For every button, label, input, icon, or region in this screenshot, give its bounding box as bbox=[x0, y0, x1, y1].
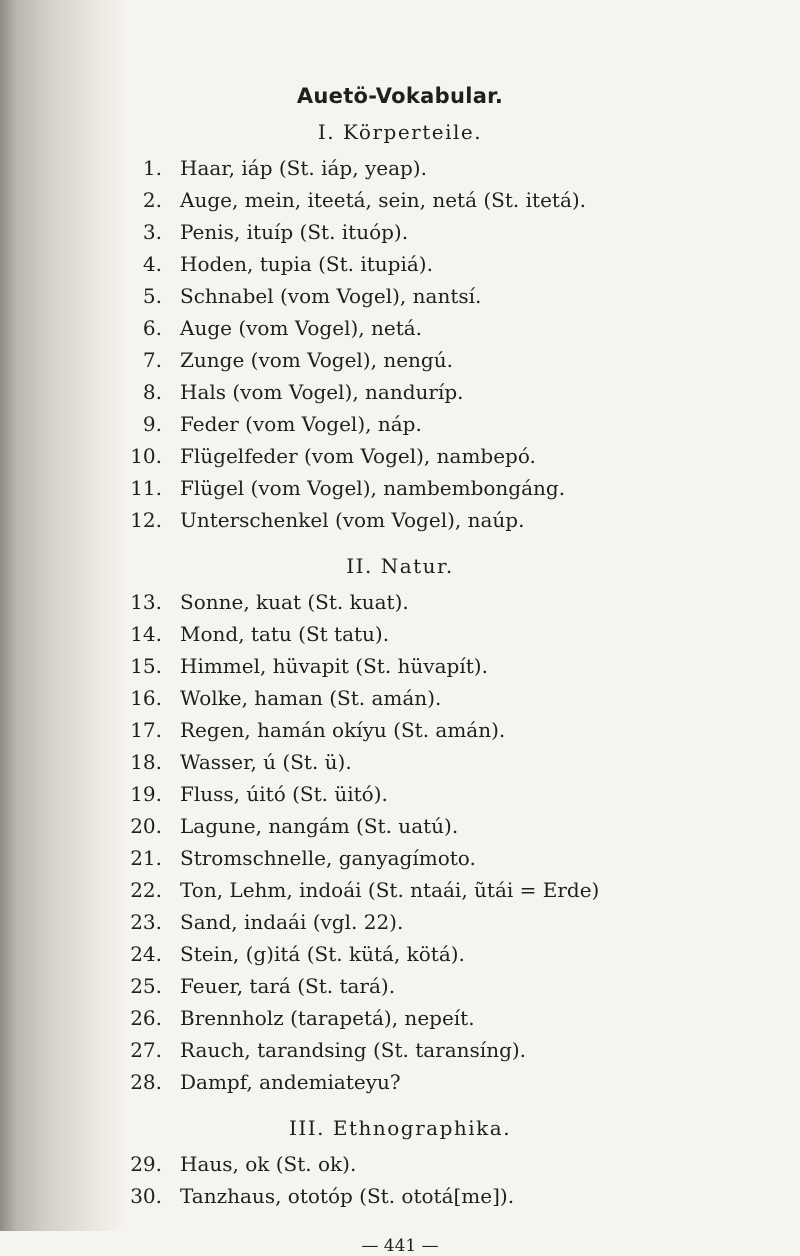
entry-number: 19. bbox=[130, 782, 162, 806]
entry-number: 15. bbox=[130, 654, 162, 678]
entry-text: Stein, (g)itá (St. kütá, kötá). bbox=[180, 942, 465, 966]
entry-text: Zunge (vom Vogel), nengú. bbox=[180, 348, 453, 372]
section-heading-koerperteile: I. Körperteile. bbox=[317, 120, 483, 144]
entry-number: 22. bbox=[130, 878, 162, 902]
entry-text: Ton, Lehm, indoái (St. ntaái, ũtái = Erde) bbox=[180, 878, 600, 902]
entry-text: Rauch, tarandsing (St. taransíng). bbox=[180, 1038, 527, 1062]
entry-text: Auge (vom Vogel), netá. bbox=[180, 316, 423, 340]
entry-text: Auge, mein, iteetá, sein, netá (St. itetá). bbox=[180, 188, 587, 212]
entry-text: Mond, tatu (St tatu). bbox=[180, 622, 390, 646]
entry-text: Dampf, andemiateyu? bbox=[180, 1070, 401, 1094]
entry-number: 25. bbox=[130, 974, 162, 998]
entry-number: 23. bbox=[130, 910, 162, 934]
entry-text: Flügel (vom Vogel), nambembongáng. bbox=[180, 476, 566, 500]
entry-number: 7. bbox=[142, 348, 162, 372]
entry-number: 18. bbox=[130, 750, 162, 774]
entry-number: 9. bbox=[142, 412, 162, 436]
entry-text: Tanzhaus, ototóp (St. ototá[me]). bbox=[180, 1184, 515, 1208]
entry-text: Hoden, tupia (St. itupiá). bbox=[180, 252, 433, 276]
entry-text: Lagune, nangám (St. uatú). bbox=[180, 814, 459, 838]
entry-text: Schnabel (vom Vogel), nantsí. bbox=[180, 284, 482, 308]
section-heading-ethnographika: III. Ethnographika. bbox=[288, 1116, 512, 1140]
entry-text: Penis, ituíp (St. ituóp). bbox=[180, 220, 409, 244]
entry-text: Regen, hamán okíyu (St. amán). bbox=[180, 718, 506, 742]
entry-text: Sonne, kuat (St. kuat). bbox=[180, 590, 409, 614]
entry-number: 28. bbox=[130, 1070, 162, 1094]
entry-text: Haar, iáp (St. iáp, yeap). bbox=[180, 156, 427, 180]
entry-number: 27. bbox=[130, 1038, 162, 1062]
entry-number: 3. bbox=[142, 220, 162, 244]
entry-text: Hals (vom Vogel), nanduríp. bbox=[180, 380, 464, 404]
entry-number: 21. bbox=[130, 846, 162, 870]
entry-number: 5. bbox=[142, 284, 162, 308]
entry-number: 10. bbox=[130, 444, 162, 468]
entry-number: 16. bbox=[130, 686, 162, 710]
entry-number: 24. bbox=[130, 942, 162, 966]
entry-number: 20. bbox=[130, 814, 162, 838]
entry-text: Wolke, haman (St. amán). bbox=[180, 686, 442, 710]
entry-text: Unterschenkel (vom Vogel), naúp. bbox=[180, 508, 525, 532]
entry-text: Feuer, tará (St. tará). bbox=[180, 974, 396, 998]
entry-number: 2. bbox=[142, 188, 162, 212]
entry-text: Flügelfeder (vom Vogel), nambepó. bbox=[180, 444, 536, 468]
entry-text: Fluss, úitó (St. üitó). bbox=[180, 782, 388, 806]
entry-text: Haus, ok (St. ok). bbox=[180, 1152, 357, 1176]
entry-number: 30. bbox=[130, 1184, 162, 1208]
page-title: Auetö-Vokabular. bbox=[296, 84, 504, 108]
entry-number: 11. bbox=[130, 476, 162, 500]
section-heading-natur: II. Natur. bbox=[346, 554, 454, 578]
entry-text: Stromschnelle, ganyagímoto. bbox=[180, 846, 476, 870]
entry-number: 14. bbox=[130, 622, 162, 646]
entry-number: 4. bbox=[142, 252, 162, 276]
entry-number: 13. bbox=[130, 590, 162, 614]
entry-number: 26. bbox=[130, 1006, 162, 1030]
entry-number: 8. bbox=[142, 380, 162, 404]
entry-number: 29. bbox=[130, 1152, 162, 1176]
entry-text: Himmel, hüvapit (St. hüvapít). bbox=[180, 654, 488, 678]
entry-text: Brennholz (tarapetá), nepeít. bbox=[180, 1006, 475, 1030]
entry-number: 12. bbox=[130, 508, 162, 532]
entry-number: 1. bbox=[142, 156, 162, 180]
entry-number: 17. bbox=[130, 718, 162, 742]
entry-number: 6. bbox=[142, 316, 162, 340]
entry-text: Feder (vom Vogel), náp. bbox=[180, 412, 422, 436]
entry-text: Sand, indaái (vgl. 22). bbox=[180, 910, 404, 934]
entry-text: Wasser, ú (St. ü). bbox=[180, 750, 352, 774]
page-number: — 441 — bbox=[361, 1236, 439, 1256]
